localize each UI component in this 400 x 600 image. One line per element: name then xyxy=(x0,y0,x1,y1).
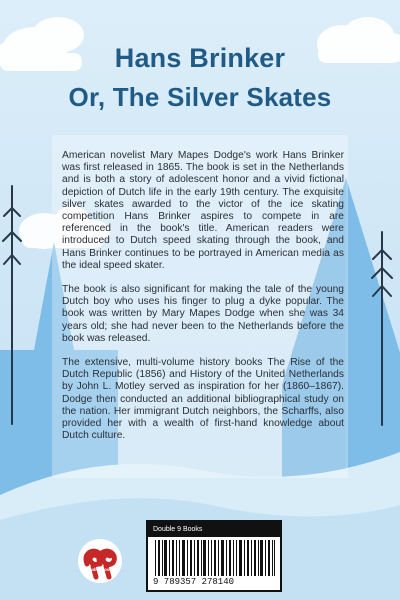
publisher-name: Double 9 Books xyxy=(148,522,280,537)
isbn-number: 9 789357 278140 xyxy=(153,577,235,587)
book-title-line-1: Hans Brinker xyxy=(114,43,286,73)
description-paragraph-3: The extensive, multi-volume history books The Rise of the Dutch Republic (1856) and History of the United Netherlands by John L. Motley served as inspiration for her (1860–1867). Dodge then conducted an additional bibliographical study on the nation. Her immigrant Dutch neighbors, the Scharffs, also provided her with a wealth of first-hand knowledge about Dutch culture. xyxy=(62,357,344,442)
isbn-barcode-box xyxy=(146,520,282,592)
barcode-icon xyxy=(153,540,277,576)
description-paragraph-2: The book is also significant for making the tale of the young Dutch boy who uses his finger to plug a dyke popular. The book was written by Mary Mapes Dodge when she was 34 years old; she had never been to the Netherlands before the book was released. xyxy=(62,284,344,344)
logo-wordmark: Double Books xyxy=(85,567,115,572)
description-paragraph-1: American novelist Mary Mapes Dodge's work Hans Brinker was first released in 1865. The book is set in the Netherlands and is both a story of adolescent honor and a vivid fictional depiction of Dutch life in the early 19th century. The exquisite silver skates awarded to the victor of the ice skating competition Hans Brinker aspires to compete in are referenced in the book's title. American readers were introduced to Dutch speed skating through the book, and Hans Brinker continues to be portrayed in American media as the ideal speed skater. xyxy=(62,150,344,271)
book-title-line-2: Or, The Silver Skates xyxy=(68,82,332,112)
double-9-logo-icon xyxy=(78,539,122,583)
book-description xyxy=(62,150,344,454)
publisher-logo xyxy=(78,539,122,583)
barcode-lines xyxy=(153,540,277,576)
